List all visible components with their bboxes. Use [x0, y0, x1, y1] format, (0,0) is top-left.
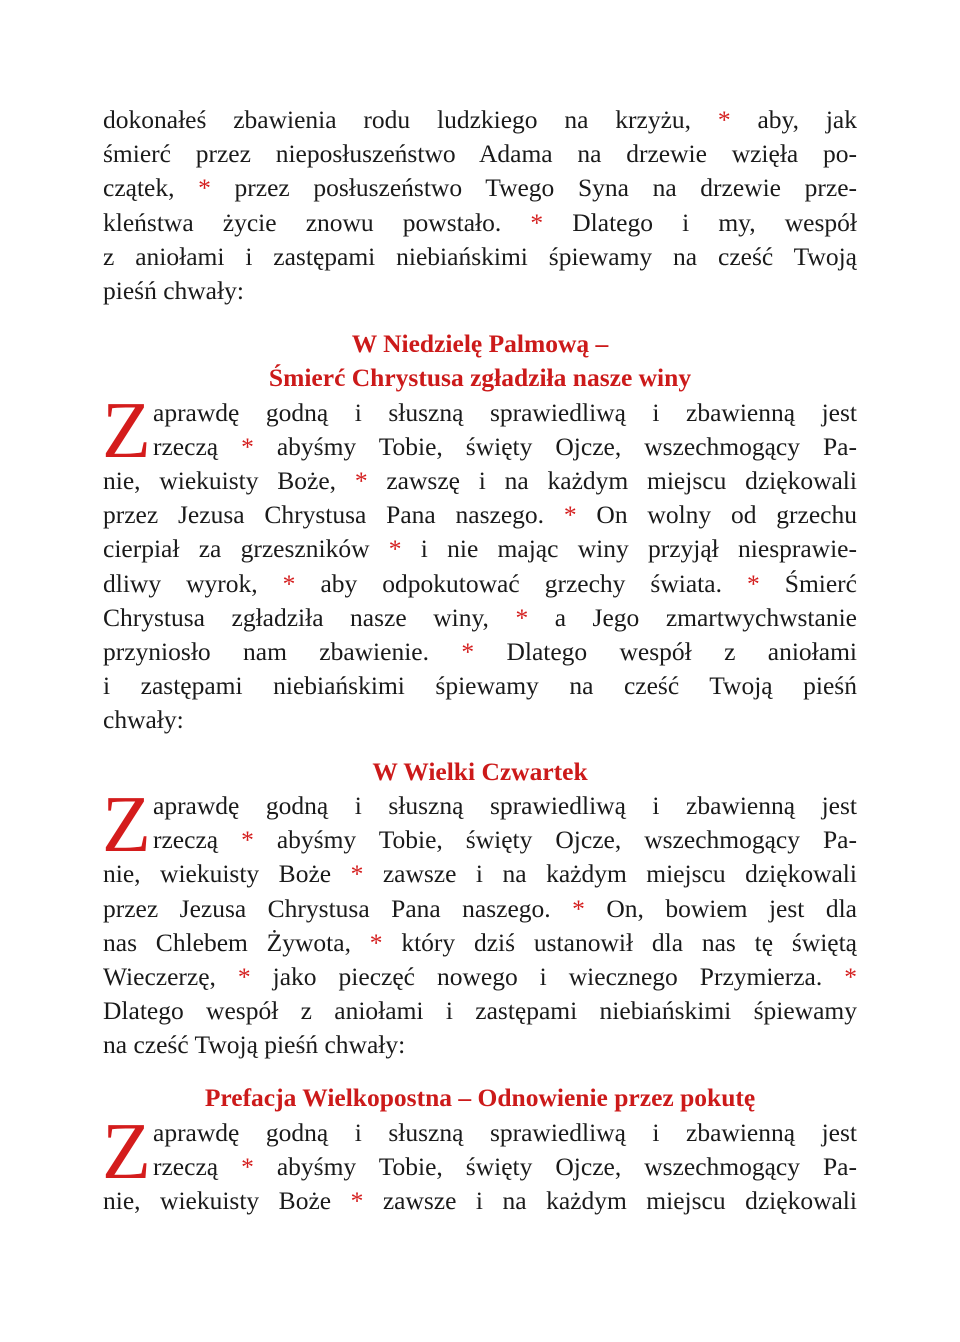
- text-segment: On wolny od grzechu: [576, 500, 857, 530]
- text-segment: czątek,: [103, 173, 199, 203]
- text-segment: Dlatego wespół z aniołami i zastępami niebiańskimi śpiewamy: [103, 996, 857, 1026]
- text-segment: zawsze i na każdym miejscu dziękowali: [363, 859, 857, 889]
- text-segment: śmierć przez nieposłuszeństwo Adama na drzewie wzięła po-: [103, 139, 857, 169]
- text-segment: który dziś ustanowił dla nas tę świętą: [382, 927, 857, 957]
- text-line: [103, 171, 857, 205]
- text-line: [103, 892, 857, 926]
- text-segment: przyniosło nam zbawienie.: [103, 636, 462, 666]
- text-line: [103, 532, 857, 566]
- text-line: [103, 1028, 857, 1062]
- text-segment: Dlatego i my, wespół: [543, 207, 857, 237]
- response-star: *: [350, 1186, 364, 1216]
- text-line: [153, 396, 857, 430]
- text-segment: nie, wiekuisty Boże: [103, 1186, 351, 1216]
- response-star: *: [844, 962, 857, 991]
- text-segment: aprawdę godną i słuszną sprawiedliwą i zbawienną jest: [153, 791, 857, 820]
- text-segment: z aniołami i zastępami niebiańskimi śpiewamy na cześć Twoją: [103, 241, 857, 271]
- text-line: [153, 1116, 857, 1150]
- text-segment: abyśmy Tobie, święty Ojcze, wszechmogący Pa-: [253, 432, 857, 462]
- text-segment: Wieczerzę,: [103, 962, 238, 991]
- response-star: *: [746, 568, 760, 598]
- text-segment: zawsze i na każdym miejscu dziękowali: [363, 1186, 857, 1216]
- text-segment: rzeczą: [153, 432, 242, 462]
- text-line: [103, 635, 857, 669]
- text-segment: przez posłuszeństwo Twego Syna na drzewie prze-: [210, 173, 857, 203]
- section-heading: Śmierć Chrystusa zgładziła nasze winy: [268, 363, 692, 392]
- text-segment: nie, wiekuisty Boże: [103, 859, 351, 889]
- text-line: [103, 274, 857, 308]
- text-segment: przez Jezusa Chrystusa Pana naszego.: [103, 500, 564, 530]
- response-star: *: [369, 927, 383, 957]
- text-line: [103, 206, 857, 240]
- text-segment: kleństwa życie znowu powstało.: [103, 207, 531, 237]
- text-line: [103, 926, 857, 960]
- text-segment: i nie mając winy przyjął niesprawie-: [401, 534, 857, 564]
- text-line: [103, 103, 857, 137]
- text-line: [153, 1150, 857, 1184]
- response-star: *: [350, 859, 364, 889]
- text-segment: pieśń chwały:: [103, 276, 244, 305]
- text-segment: On, bowiem jest dla: [584, 893, 857, 923]
- text-line: [103, 240, 857, 274]
- text-segment: abyśmy Tobie, święty Ojcze, wszechmogący Pa-: [253, 825, 857, 855]
- response-star: *: [354, 466, 368, 496]
- response-star: *: [241, 1152, 254, 1182]
- text-line: [103, 960, 857, 994]
- text-line: [153, 430, 857, 464]
- text-segment: aprawdę godną i słuszną sprawiedliwą i zbawienną jest: [153, 1118, 857, 1147]
- response-star: *: [241, 432, 254, 462]
- response-star: *: [461, 636, 475, 666]
- text-segment: dokonałeś zbawienia rodu ludzkiego na krzyżu,: [103, 105, 718, 134]
- response-star: *: [530, 207, 544, 237]
- response-star: *: [515, 602, 529, 632]
- response-star: *: [198, 173, 211, 203]
- text-line: [103, 703, 857, 737]
- text-line: [103, 498, 857, 532]
- text-segment: a Jego zmartwychwstanie: [528, 602, 857, 632]
- text-segment: Chrystusa zgładziła nasze winy,: [103, 602, 516, 632]
- response-star: *: [572, 893, 585, 923]
- text-line: [103, 1184, 857, 1218]
- text-line: [103, 669, 857, 703]
- text-segment: na cześć Twoją pieśń chwały:: [103, 1030, 406, 1060]
- drop-cap: Z: [102, 387, 151, 475]
- response-star: *: [717, 105, 731, 134]
- response-star: *: [563, 500, 577, 530]
- text-segment: rzeczą: [153, 1152, 242, 1182]
- text-line: [153, 789, 857, 823]
- text-segment: nas Chlebem Żywota,: [103, 927, 370, 957]
- text-segment: aprawdę godną i słuszną sprawiedliwą i zbawienną jest: [153, 398, 857, 427]
- text-segment: Dlatego wespół z aniołami: [474, 636, 857, 666]
- text-segment: aby odpokutować grzechy świata.: [295, 568, 747, 598]
- drop-cap: Z: [102, 781, 151, 869]
- text-segment: jako pieczęć nowego i wiecznego Przymierza.: [250, 962, 845, 991]
- text-segment: chwały:: [103, 704, 184, 734]
- text-segment: i zastępami niebiańskimi śpiewamy na cześć Twoją pieśń: [103, 670, 857, 700]
- text-segment: Śmierć: [759, 568, 857, 598]
- section-heading: Prefacja Wielkopostna – Odnowienie przez pokutę: [204, 1083, 756, 1112]
- text-line: [103, 994, 857, 1028]
- text-line: [153, 823, 857, 857]
- response-star: *: [388, 534, 402, 564]
- text-line: [103, 567, 857, 601]
- response-star: *: [282, 568, 296, 598]
- text-line: [103, 464, 857, 498]
- text-segment: przez Jezusa Chrystusa Pana naszego.: [103, 893, 573, 923]
- text-segment: dliwy wyrok,: [103, 568, 283, 598]
- text-segment: aby, jak: [730, 105, 857, 134]
- text-line: [103, 857, 857, 891]
- text-line: [103, 601, 857, 635]
- text-segment: zawszę i na każdym miejscu dziękowali: [367, 466, 857, 496]
- text-segment: cierpiał za grzeszników: [103, 534, 389, 564]
- section-heading: W Wielki Czwartek: [372, 757, 588, 786]
- drop-cap: Z: [102, 1108, 151, 1196]
- text-segment: rzeczą: [153, 825, 242, 855]
- response-star: *: [241, 825, 254, 855]
- text-segment: nie, wiekuisty Boże,: [103, 466, 355, 496]
- text-segment: abyśmy Tobie, święty Ojcze, wszechmogący Pa-: [253, 1152, 857, 1182]
- text-line: [103, 137, 857, 171]
- section-heading: W Niedzielę Palmową –: [351, 329, 609, 358]
- response-star: *: [237, 962, 251, 991]
